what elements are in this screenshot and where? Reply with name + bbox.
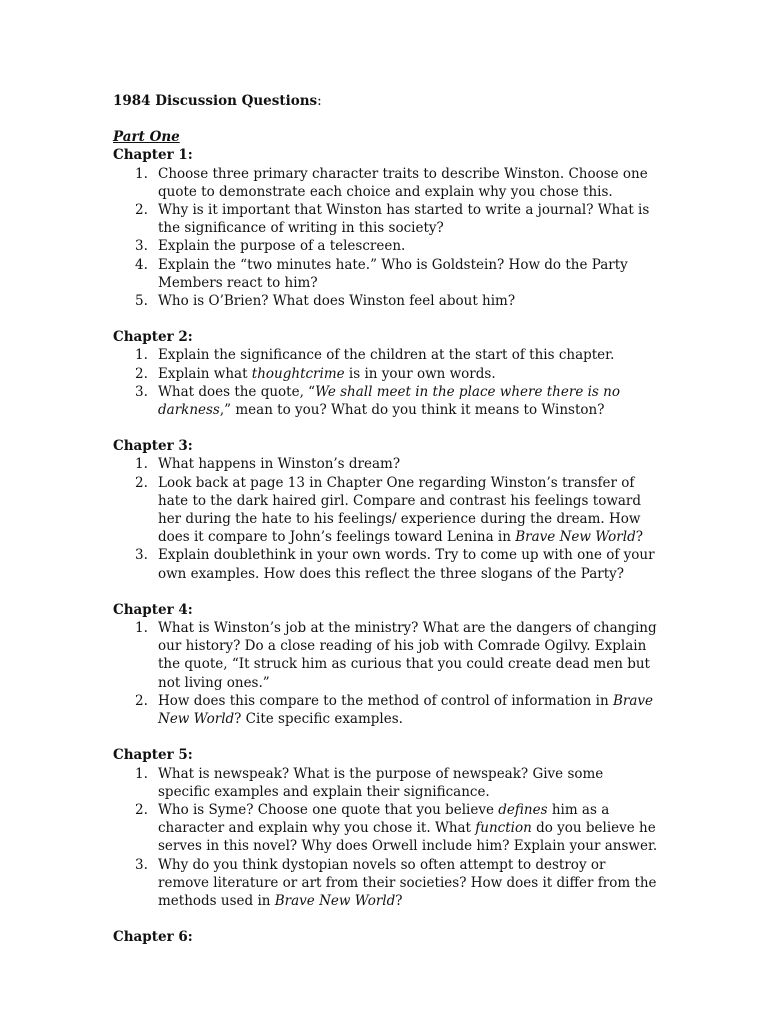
question-item (113, 474, 658, 547)
question-list (113, 619, 658, 728)
question-item (113, 692, 658, 728)
question-number: 4. (135, 256, 148, 273)
question-number: 3. (135, 856, 148, 873)
question-text-italic: defines (498, 801, 548, 818)
question-text-segment: ? Cite specific examples. (234, 711, 403, 728)
question-text (158, 366, 496, 382)
question-text-italic: Brave New World (515, 529, 636, 546)
question-text-segment: Explain the significance of the children at the start of this chapter. (158, 347, 615, 364)
question-number: 3. (135, 547, 148, 564)
question-list (113, 165, 658, 311)
question-item (113, 383, 658, 419)
question-number: 2. (135, 202, 148, 219)
question-item (113, 546, 658, 582)
question-number: 1. (135, 456, 148, 473)
question-item (113, 801, 658, 856)
question-item (113, 237, 658, 255)
part-title: Part One (113, 129, 180, 146)
chapter-section (113, 328, 658, 419)
question-text-italic: We shall meet in the place where there is no darkness (158, 383, 620, 419)
question-item (113, 165, 658, 201)
question-text (158, 620, 657, 691)
question-text-italic: Brave New World (158, 692, 653, 728)
question-text-segment: Look back at page 13 in Chapter One regarding Winston’s transfer of hate to the dark haired girl. Compare and contrast his feelings toward her during the hate to his feelings/ experience during the dream. How does it compare to John’s feelings toward Lenina in (158, 474, 642, 546)
question-text-segment: What does the quote, “ (158, 383, 316, 400)
document-title-colon: : (317, 93, 322, 109)
chapter-heading: Chapter 6: (113, 929, 193, 946)
question-text-segment: ? (395, 892, 403, 909)
question-list (113, 346, 658, 419)
question-list (113, 765, 658, 911)
chapters-container (113, 146, 658, 946)
question-number: 1. (135, 165, 148, 182)
chapter-section (113, 928, 658, 946)
question-number: 1. (135, 347, 148, 364)
question-text (158, 456, 400, 472)
question-item (113, 201, 658, 237)
question-list (113, 455, 658, 582)
chapter-heading: Chapter 1: (113, 147, 193, 164)
question-item (113, 346, 658, 364)
chapter-section (113, 601, 658, 728)
question-item (113, 619, 658, 692)
question-item (113, 292, 658, 310)
question-text-segment: What happens in Winston’s dream? (158, 456, 401, 473)
question-text (158, 238, 405, 254)
question-number: 2. (135, 365, 148, 382)
question-number: 3. (135, 383, 148, 400)
question-number: 2. (135, 692, 148, 709)
question-number: 1. (135, 765, 148, 782)
question-text-segment: How does this compare to the method of control of information in (158, 692, 613, 709)
question-number: 3. (135, 238, 148, 255)
chapter-section (113, 146, 658, 310)
question-number: 1. (135, 620, 148, 637)
question-text-segment: Explain the purpose of a telescreen. (158, 238, 406, 255)
question-text-segment: Why do you think dystopian novels so often attempt to destroy or remove literature or art from their societies? How does it differ from the methods used in (158, 856, 657, 909)
question-text-segment: ? (635, 529, 643, 546)
question-text (158, 384, 620, 418)
chapter-section (113, 437, 658, 583)
question-item (113, 365, 658, 383)
question-text-segment: What is Winston’s job at the ministry? What are the dangers of changing our history? Do a close reading of his job with Comrade Ogilvy. Explain the quote, “It struck him as curious that you could create dead men but not living ones.” (158, 620, 657, 691)
question-text-segment: him as a character and explain why you chose it. What (158, 801, 610, 837)
question-text-segment: Who is O’Brien? What does Winston feel about him? (158, 293, 516, 310)
chapter-section (113, 746, 658, 910)
question-text-segment: Explain doublethink in your own words. Try to come up with one of your own examples. How does this reflect the three slogans of the Party? (158, 547, 655, 582)
question-text (158, 802, 657, 854)
question-text-segment: Explain the “two minutes hate.” Who is Goldstein? How do the Party Members react to him? (158, 256, 628, 291)
question-item (113, 765, 658, 801)
question-text-segment: Explain what (158, 365, 252, 382)
question-text-italic: function (475, 820, 532, 837)
question-text-segment: Why is it important that Winston has started to write a journal? What is the significance of writing in this society? (158, 202, 650, 237)
question-text-segment: What is newspeak? What is the purpose of newspeak? Give some specific examples and explain their significance. (158, 765, 604, 800)
question-number: 2. (135, 801, 148, 818)
question-text (158, 857, 657, 909)
chapter-heading: Chapter 4: (113, 601, 193, 618)
question-text-segment: ,” mean to you? What do you think it means to Winston? (219, 402, 605, 419)
question-text (158, 547, 655, 581)
document-title-text: 1984 Discussion Questions (113, 93, 318, 109)
question-number: 2. (135, 474, 148, 491)
chapter-heading: Chapter 3: (113, 438, 193, 455)
question-text-segment: Who is Syme? Choose one quote that you believe (158, 801, 499, 818)
question-text-italic: Brave New World (274, 892, 396, 909)
question-text (158, 293, 515, 309)
question-text (158, 475, 643, 546)
question-text (158, 202, 649, 236)
question-item (113, 256, 658, 292)
chapter-heading: Chapter 5: (113, 747, 193, 764)
question-text-segment: do you believe he serves in this novel? Why does Orwell include him? Explain your answer. (158, 820, 658, 855)
question-text-italic: thoughtcrime (251, 365, 345, 382)
chapter-heading: Chapter 2: (113, 329, 193, 346)
question-text-segment: is in your own words. (344, 365, 496, 382)
question-text (158, 766, 603, 800)
question-number: 5. (135, 293, 148, 310)
question-item (113, 856, 658, 911)
question-text-segment: Choose three primary character traits to describe Winston. Choose one quote to demonstrate each choice and explain why you chose this. (158, 165, 648, 200)
document-title (113, 92, 658, 110)
question-text (158, 347, 614, 363)
question-text (158, 257, 628, 291)
question-text (158, 166, 648, 200)
document-page (113, 92, 658, 964)
question-item (113, 455, 658, 473)
question-text (158, 693, 653, 727)
